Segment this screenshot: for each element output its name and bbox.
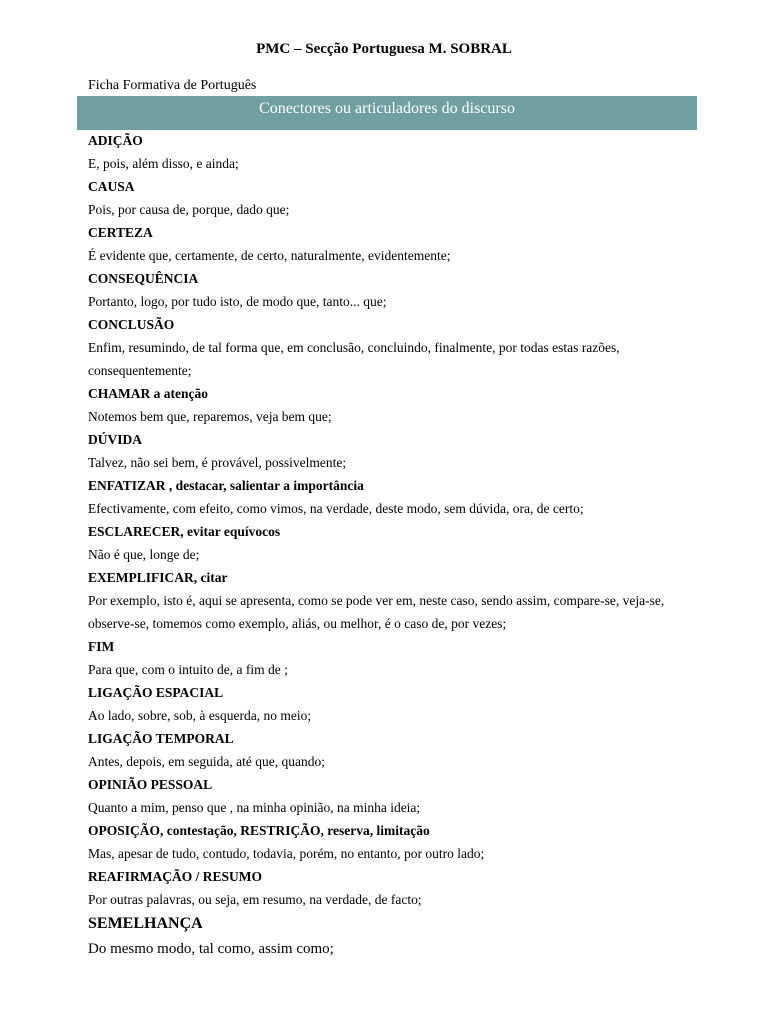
entry-fim: [88, 635, 708, 681]
entry-heading: ESCLARECER, evitar equívocos: [88, 524, 281, 539]
entry-heading: CONCLUSÃO: [88, 317, 175, 332]
entry-text: Por outras palavras, ou seja, em resumo, na verdade, de facto;: [88, 892, 422, 907]
entry-text: Ao lado, sobre, sob, à esquerda, no meio;: [88, 708, 312, 723]
entry-heading: CONSEQUÊNCIA: [88, 271, 199, 286]
entry-text: Quanto a mim, penso que , na minha opinião, na minha ideia;: [88, 800, 421, 815]
entry-text: Por exemplo, isto é, aqui se apresenta, como se pode ver em, neste caso, sendo assim, compare-se, veja-se, observe-se, tomemos como exemplo, aliás, ou melhor, é o caso de, por vezes;: [88, 593, 665, 631]
entry-conclusao: [88, 313, 708, 382]
entry-text: Portanto, logo, por tudo isto, de modo que, tanto... que;: [88, 294, 387, 309]
entry-ligacao-espacial: [88, 681, 708, 727]
section-banner: Conectores ou articuladores do discurso: [77, 96, 697, 130]
entry-heading: OPINIÃO PESSOAL: [88, 777, 213, 792]
entry-text: Para que, com o intuito de, a fim de ;: [88, 662, 288, 677]
entry-reafirmacao: [88, 865, 708, 911]
entry-text: Não é que, longe de;: [88, 547, 200, 562]
entry-heading: SEMELHANÇA: [88, 915, 203, 932]
entry-heading: ENFATIZAR , destacar, salientar a importância: [88, 478, 364, 493]
entry-adicao: [88, 129, 708, 175]
entry-heading: CERTEZA: [88, 225, 153, 240]
entry-text: É evidente que, certamente, de certo, naturalmente, evidentemente;: [88, 248, 451, 263]
entry-text: Talvez, não sei bem, é provável, possivelmente;: [88, 455, 347, 470]
entry-heading: REAFIRMAÇÃO / RESUMO: [88, 869, 262, 884]
entry-esclarecer: [88, 520, 708, 566]
entry-heading: ADIÇÃO: [88, 133, 143, 148]
entry-causa: [88, 175, 708, 221]
entry-heading: LIGAÇÃO TEMPORAL: [88, 731, 234, 746]
entry-certeza: [88, 221, 708, 267]
entry-text: Enfim, resumindo, de tal forma que, em conclusão, concluindo, finalmente, por todas estas razões, consequentemente;: [88, 340, 620, 378]
entry-heading: DÚVIDA: [88, 432, 142, 447]
entry-heading: LIGAÇÃO ESPACIAL: [88, 685, 224, 700]
connector-list: [88, 129, 708, 961]
entry-text: Antes, depois, em seguida, até que, quando;: [88, 754, 325, 769]
entry-enfatizar: [88, 474, 708, 520]
entry-exemplificar: [88, 566, 708, 635]
entry-heading: CAUSA: [88, 179, 135, 194]
entry-text: Pois, por causa de, porque, dado que;: [88, 202, 290, 217]
entry-duvida: [88, 428, 708, 474]
entry-text: E, pois, além disso, e ainda;: [88, 156, 239, 171]
entry-opiniao-pessoal: [88, 773, 708, 819]
entry-heading: CHAMAR a atenção: [88, 386, 208, 401]
entry-text: Efectivamente, com efeito, como vimos, na verdade, deste modo, sem dúvida, ora, de certo;: [88, 501, 584, 516]
entry-text: Mas, apesar de tudo, contudo, todavia, porém, no entanto, por outro lado;: [88, 846, 485, 861]
entry-chamar-atencao: [88, 382, 708, 428]
entry-text: Notemos bem que, reparemos, veja bem que;: [88, 409, 332, 424]
document-subtitle: Ficha Formativa de Português: [88, 78, 257, 93]
entry-consequencia: [88, 267, 708, 313]
entry-text: Do mesmo modo, tal como, assim como;: [88, 941, 334, 957]
entry-ligacao-temporal: [88, 727, 708, 773]
entry-heading: OPOSIÇÃO, contestação, RESTRIÇÃO, reserva, limitação: [88, 823, 430, 838]
document-header: PMC – Secção Portuguesa M. SOBRAL: [256, 41, 512, 57]
entry-heading: FIM: [88, 639, 115, 654]
entry-heading: EXEMPLIFICAR, citar: [88, 570, 228, 585]
entry-oposicao: [88, 819, 708, 865]
entry-semelhanca: [88, 911, 708, 961]
